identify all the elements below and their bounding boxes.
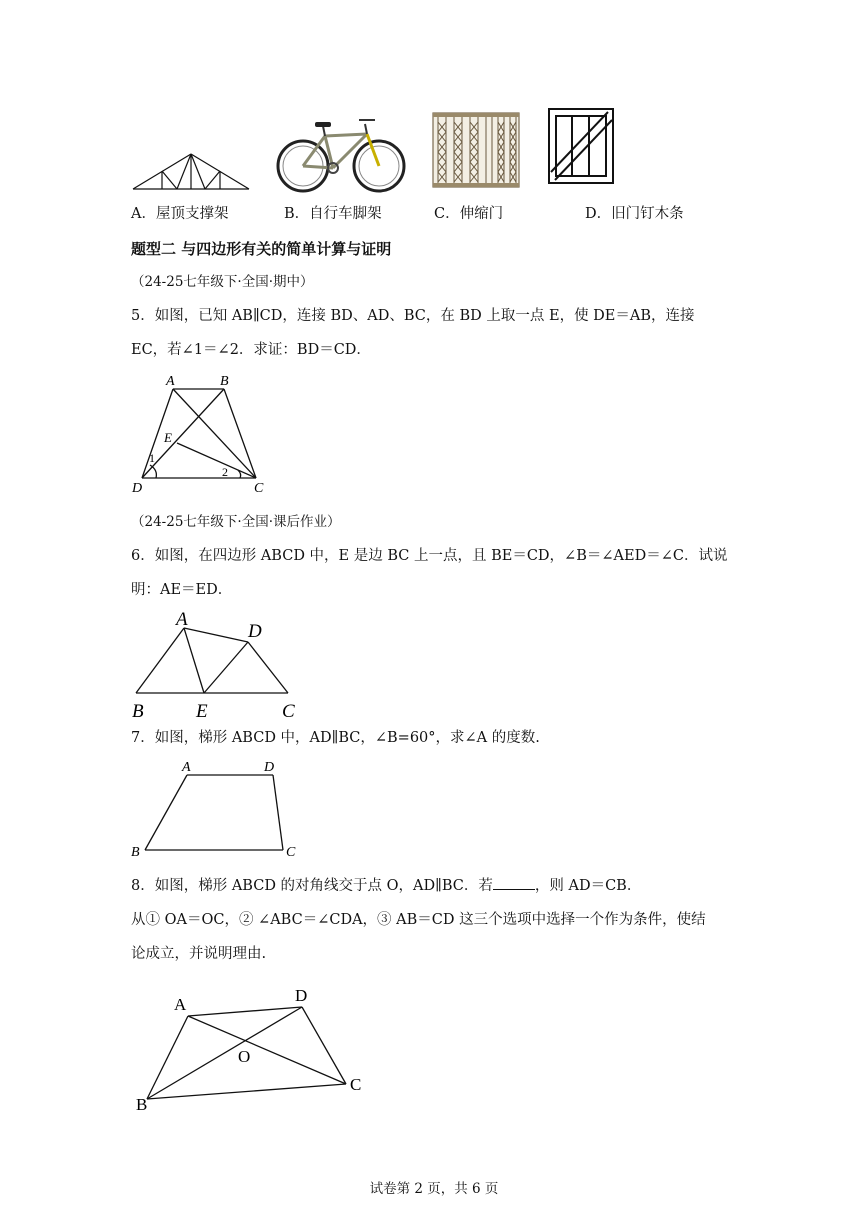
q5-text-line2: EC，若∠1＝∠2．求证：BD＝CD． xyxy=(131,342,371,358)
q8-text-line1-b: ，则 AD＝CB． xyxy=(534,878,642,894)
q8-text-line2: 从① OA＝OC，② ∠ABC＝∠CDA，③ AB＝CD 这三个选项中选择一个作为条件，使结 xyxy=(131,912,706,928)
q5-angle-2: 2 xyxy=(222,465,228,479)
option-b-label: B．自行车脚架 xyxy=(284,206,382,222)
option-a-label: A．屋顶支撑架 xyxy=(131,206,229,222)
q8-text-line3: 论成立，并说明理由. xyxy=(131,946,267,962)
q6-label-c: C xyxy=(282,701,295,722)
q5-label-e: E xyxy=(164,430,172,445)
q6-label-d: D xyxy=(248,621,262,642)
q7-label-d: D xyxy=(264,760,275,775)
q8-label-a: A xyxy=(174,995,187,1014)
q8-text-line1-a: 8．如图，梯形 ABCD 的对角线交于点 O，AD∥BC．若 xyxy=(131,878,493,894)
bicycle-picture xyxy=(275,112,407,194)
q5-label-a: A xyxy=(166,374,175,389)
q6-source: （24-25七年级下·全国·课后作业） xyxy=(131,514,341,530)
q7-label-b: B xyxy=(131,845,140,860)
q6-text-line2: 明：AE＝ED． xyxy=(131,582,233,598)
roof-truss-figure xyxy=(130,150,252,192)
q5-source: （24-25七年级下·全国·期中） xyxy=(131,274,314,290)
q7-label-a: A xyxy=(182,760,191,775)
q8-answer-blank xyxy=(493,875,535,890)
q6-label-a: A xyxy=(176,609,188,630)
q5-text-line1: 5．如图，已知 AB∥CD，连接 BD、AD、BC，在 BD 上取一点 E，使 DE＝AB，连接 xyxy=(131,308,695,324)
q8-label-c: C xyxy=(350,1075,362,1094)
q7-text-line1: 7．如图，梯形 ABCD 中，AD∥BC，∠B=60°，求∠A 的度数. xyxy=(131,730,540,746)
q8-text-line1 xyxy=(131,875,641,896)
old-door-figure xyxy=(546,106,616,186)
option-c-label: C．伸缩门 xyxy=(434,206,504,222)
q5-angle-1: 1 xyxy=(149,451,155,465)
q6-label-b: B xyxy=(132,701,144,722)
page-footer: 试卷第 2 页，共 6 页 xyxy=(369,1181,499,1197)
q5-label-d: D xyxy=(132,481,143,495)
q6-label-e: E xyxy=(196,701,208,722)
section-heading: 题型二 与四边形有关的简单计算与证明 xyxy=(131,240,392,258)
q8-label-d: D xyxy=(295,986,308,1005)
q7-figure xyxy=(128,756,308,864)
q5-figure xyxy=(128,370,273,495)
q8-label-o: O xyxy=(238,1047,251,1066)
q5-label-b: B xyxy=(220,374,229,389)
q7-label-c: C xyxy=(286,845,296,860)
q8-label-b: B xyxy=(136,1095,148,1114)
folding-gate-picture xyxy=(432,112,520,188)
q6-text-line1: 6．如图，在四边形 ABCD 中，E 是边 BC 上一点，且 BE＝CD，∠B＝∠AED＝∠C．试说 xyxy=(131,548,728,564)
q8-figure xyxy=(128,980,388,1115)
q5-label-c: C xyxy=(254,481,264,495)
q6-figure xyxy=(128,605,308,723)
option-d-label: D．旧门钉木条 xyxy=(585,206,684,222)
